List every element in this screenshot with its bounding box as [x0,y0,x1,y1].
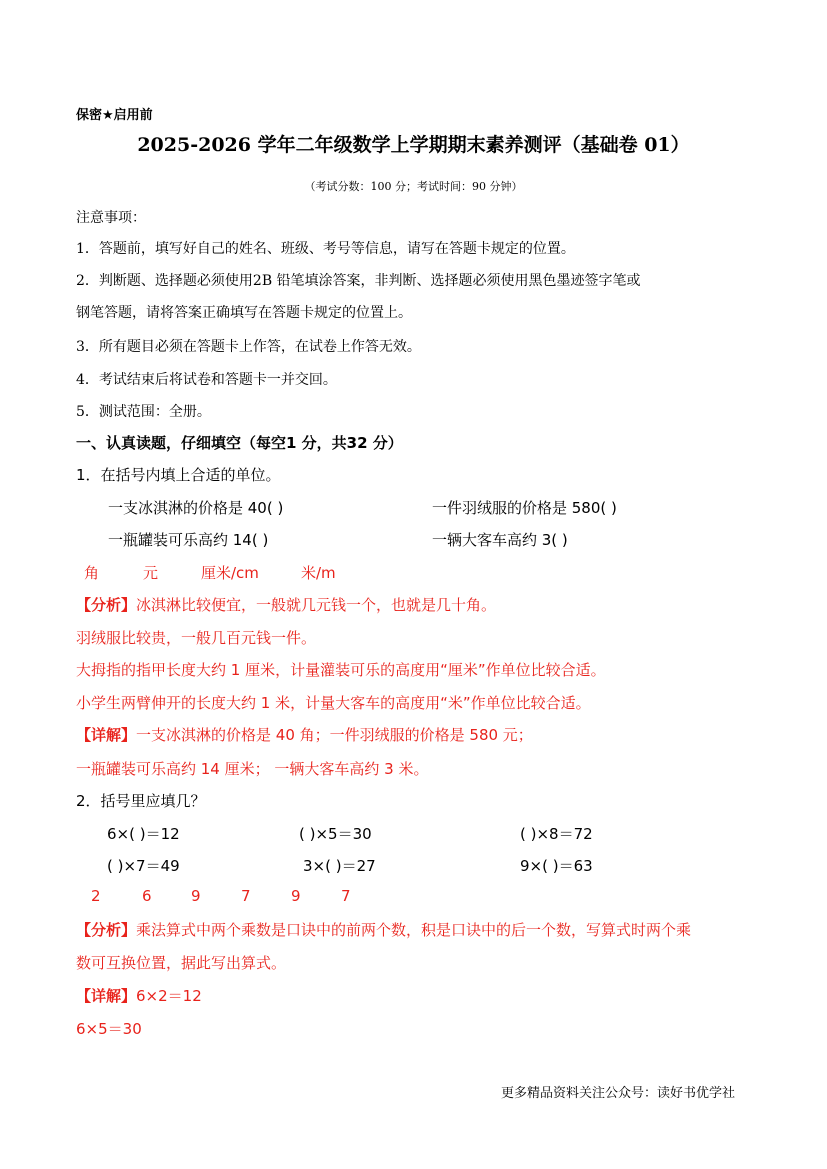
analysis-text: 大拇指的指甲长度大约 1 厘米，计量灌装可乐的高度用“厘米”作单位比较合适。 [76,661,606,679]
analysis-label: 【分析】 [76,921,137,939]
answer: 6 [142,887,152,905]
analysis-text: 羽绒服比较贵，一般几百元钱一件。 [76,629,317,647]
detail-block [76,724,533,745]
notice-item: 5．测试范围：全册。 [76,404,211,420]
detail-text: 6×5＝30 [76,1020,142,1038]
question-item: ( )×5＝30 [299,825,372,843]
question-item: 一瓶罐装可乐高约 14( ) [108,531,269,549]
answer: 2 [91,887,101,905]
notice-item: 4．考试结束后将试卷和答题卡一并交回。 [76,372,337,388]
confidential-label: 保密★启用前 [76,108,153,123]
answer: 7 [341,887,351,905]
exam-subtitle: （考试分数：100 分；考试时间：90 分钟） [304,180,523,193]
question-stem: 1．在括号内填上合适的单位。 [76,466,281,484]
detail-text: 一支冰淇淋的价格是 40 角；一件羽绒服的价格是 580 元； [136,726,533,744]
exam-title: 2025-2026 学年二年级数学上学期期末素养测评（基础卷 01） [137,134,690,156]
answer: 7 [241,887,251,905]
notice-item: 1．答题前，填写好自己的姓名、班级、考号等信息，请写在答题卡规定的位置。 [76,241,575,257]
analysis-label: 【分析】 [76,596,137,614]
detail-block [76,985,202,1006]
question-item: 一件羽绒服的价格是 580( ) [432,499,617,517]
detail-text: 6×2＝12 [136,987,202,1005]
notice-item: 3．所有题目必须在答题卡上作答，在试卷上作答无效。 [76,339,421,355]
question-item: 6×( )＝12 [107,825,180,843]
notice-item: 2．判断题、选择题必须使用2B 铅笔填涂答案，非判断、选择题必须使用黑色墨迹签字笔或 [76,273,641,289]
answer: 角 [84,564,100,582]
question-item: ( )×7＝49 [107,857,180,875]
analysis-text: 冰淇淋比较便宜，一般就几元钱一个，也就是几十角。 [136,596,497,614]
question-item: 一支冰淇淋的价格是 40( ) [108,499,284,517]
analysis-block [76,594,496,615]
question-stem: 2．括号里应填几？ [76,792,206,810]
question-item: 9×( )＝63 [520,857,593,875]
footer-note: 更多精品资料关注公众号：读好书优学社 [501,1086,736,1101]
analysis-text: 乘法算式中两个乘数是口诀中的前两个数，积是口诀中的后一个数，写算式时两个乘 [136,921,692,939]
notice-item: 钢笔答题，请将答案正确填写在答题卡规定的位置上。 [76,305,412,321]
question-item: 一辆大客车高约 3( ) [432,531,568,549]
analysis-text: 数可互换位置，据此写出算式。 [76,954,287,972]
notice-heading: 注意事项： [76,210,146,226]
detail-label: 【详解】 [76,987,137,1005]
answer: 米/m [301,564,336,582]
analysis-text: 小学生两臂伸开的长度大约 1 米，计量大客车的高度用“米”作单位比较合适。 [76,694,591,712]
analysis-block [76,919,691,940]
question-item: 3×( )＝27 [303,857,376,875]
answer: 元 [143,564,159,582]
answer: 厘米/cm [201,564,259,582]
detail-label: 【详解】 [76,726,137,744]
answer: 9 [191,887,201,905]
answer: 9 [291,887,301,905]
section-heading: 一、认真读题，仔细填空（每空1 分，共32 分） [76,434,403,452]
question-item: ( )×8＝72 [520,825,593,843]
detail-text: 一瓶罐装可乐高约 14 厘米； 一辆大客车高约 3 米。 [76,760,429,778]
